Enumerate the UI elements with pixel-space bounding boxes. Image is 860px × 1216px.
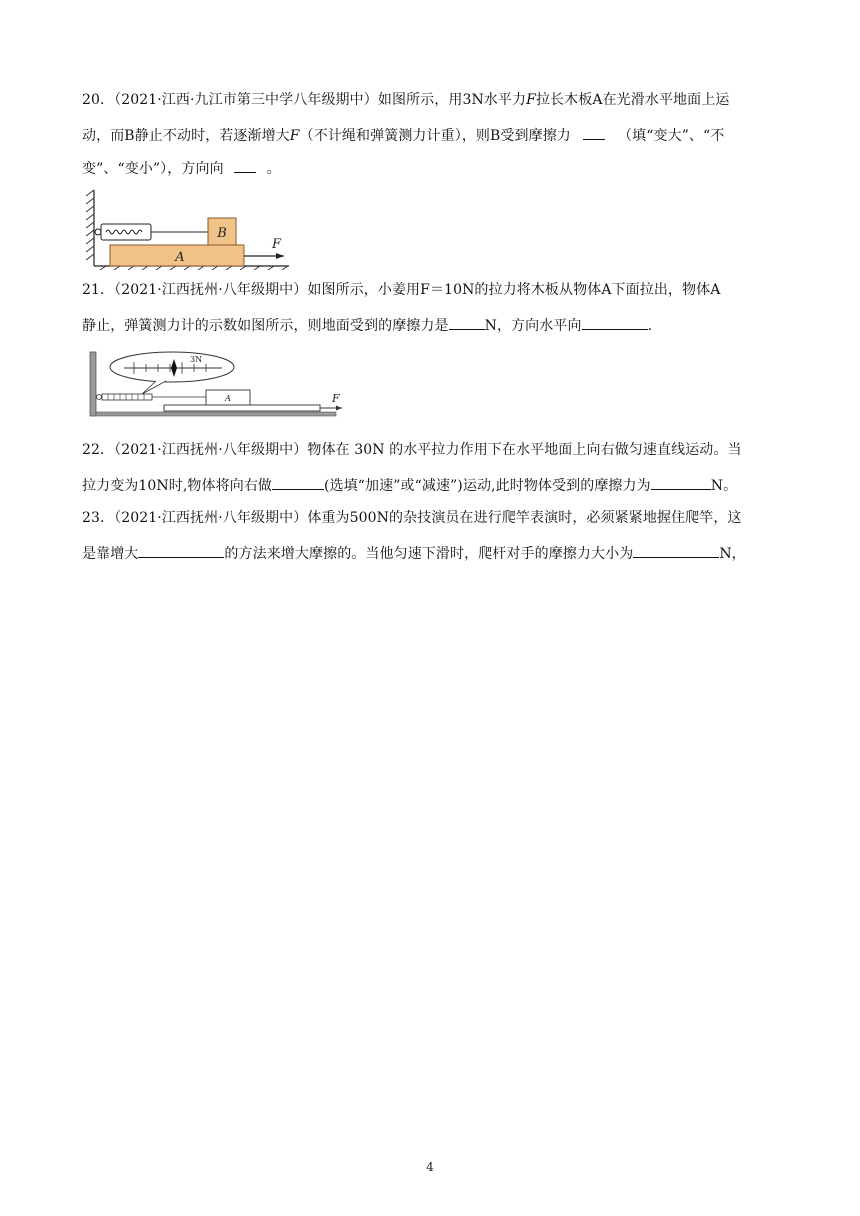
q23-line-1 xyxy=(82,508,782,528)
q20-text: 。 xyxy=(266,161,281,177)
q20-var-f: F xyxy=(289,128,300,144)
q23-answer-blank-2[interactable] xyxy=(633,542,719,558)
spring-scale xyxy=(102,394,152,400)
board xyxy=(164,405,320,411)
force-arrowhead xyxy=(336,406,342,411)
q20-text: 拉长木板A在光滑水平地面上运 xyxy=(535,92,730,108)
force-label: F xyxy=(332,392,340,405)
block-a-label: A xyxy=(225,394,231,403)
bubble-pointer xyxy=(142,381,166,394)
q22-answer-blank-1[interactable] xyxy=(272,474,324,490)
q21-text: 21．（2021·江西抚州·八年级期中）如图所示，小姜用F＝10N的拉力将木板从物体A下面拉出，物体A xyxy=(82,282,721,298)
q23-answer-blank-1[interactable] xyxy=(138,542,224,558)
q20-line-1 xyxy=(82,90,782,110)
q21-answer-blank-2[interactable] xyxy=(582,314,648,330)
q22-line-2 xyxy=(82,474,782,496)
q23-text: N， xyxy=(719,546,746,562)
q20-text: 20．（2021·江西·九江市第三中学八年级期中）如图所示，用3N水平力 xyxy=(82,92,527,108)
ground-hatch xyxy=(100,266,288,270)
q22-text: (选填“加速”或“减速”)运动,此时物体受到的摩擦力为 xyxy=(324,478,651,494)
wall xyxy=(90,352,96,416)
block-b-label: B xyxy=(217,226,227,241)
q23-line-2 xyxy=(82,542,782,564)
scale-label: 3N xyxy=(190,355,203,364)
ground xyxy=(96,412,336,416)
q21-answer-blank-1[interactable] xyxy=(449,314,485,330)
q22-text: 22．（2021·江西抚州·八年级期中）物体在 30N 的水平拉力作用下在水平地面上向右做匀速直线运动。当 xyxy=(82,442,742,458)
q20-var-f: F xyxy=(526,92,536,108)
q23-text: 是靠增大 xyxy=(82,546,139,562)
q20-text: 变”、“变小”），方向向 xyxy=(82,161,224,177)
q20-figure xyxy=(84,186,294,270)
q23-text: 23．（2021·江西抚州·八年级期中）体重为500N的杂技演员在进行爬竿表演时，必须紧紧地握住爬竿，这 xyxy=(82,510,742,526)
block-a-label: A xyxy=(175,250,185,265)
q22-line-1 xyxy=(82,440,782,460)
q21-text: . xyxy=(647,318,653,334)
q23-text: 的方法来增大摩擦的。当他匀速下滑时，爬杆对手的摩擦力大小为 xyxy=(224,546,634,562)
force-arrowhead xyxy=(276,253,284,259)
q22-text: 拉力变为10N时,物体将向右做 xyxy=(82,478,273,494)
q20-answer-blank-2[interactable] xyxy=(234,157,256,173)
q21-figure xyxy=(86,350,348,418)
q21-line-2 xyxy=(82,314,782,336)
force-label: F xyxy=(272,237,282,252)
page-number: 4 xyxy=(426,1160,434,1174)
q20-text: （不计绳和弹簧测力计重），则B受到摩擦力 xyxy=(299,128,571,144)
hook-ring xyxy=(97,395,102,400)
q20-line-2 xyxy=(82,124,782,146)
q20-answer-blank-1[interactable] xyxy=(583,124,605,140)
hook-ring xyxy=(95,229,101,235)
wall-hatch xyxy=(86,190,94,260)
q22-answer-blank-2[interactable] xyxy=(651,474,711,490)
q21-text: N，方向水平向 xyxy=(484,318,582,334)
q20-line-3 xyxy=(82,157,782,179)
q20-text: 动，而B静止不动时，若逐渐增大 xyxy=(82,128,290,144)
q21-text: 静止，弹簧测力计的示数如图所示，则地面受到的摩擦力是 xyxy=(82,318,449,334)
q20-text: （填“变大”、“不 xyxy=(618,128,725,144)
q21-line-1 xyxy=(82,280,782,300)
q22-text: N。 xyxy=(710,478,738,494)
